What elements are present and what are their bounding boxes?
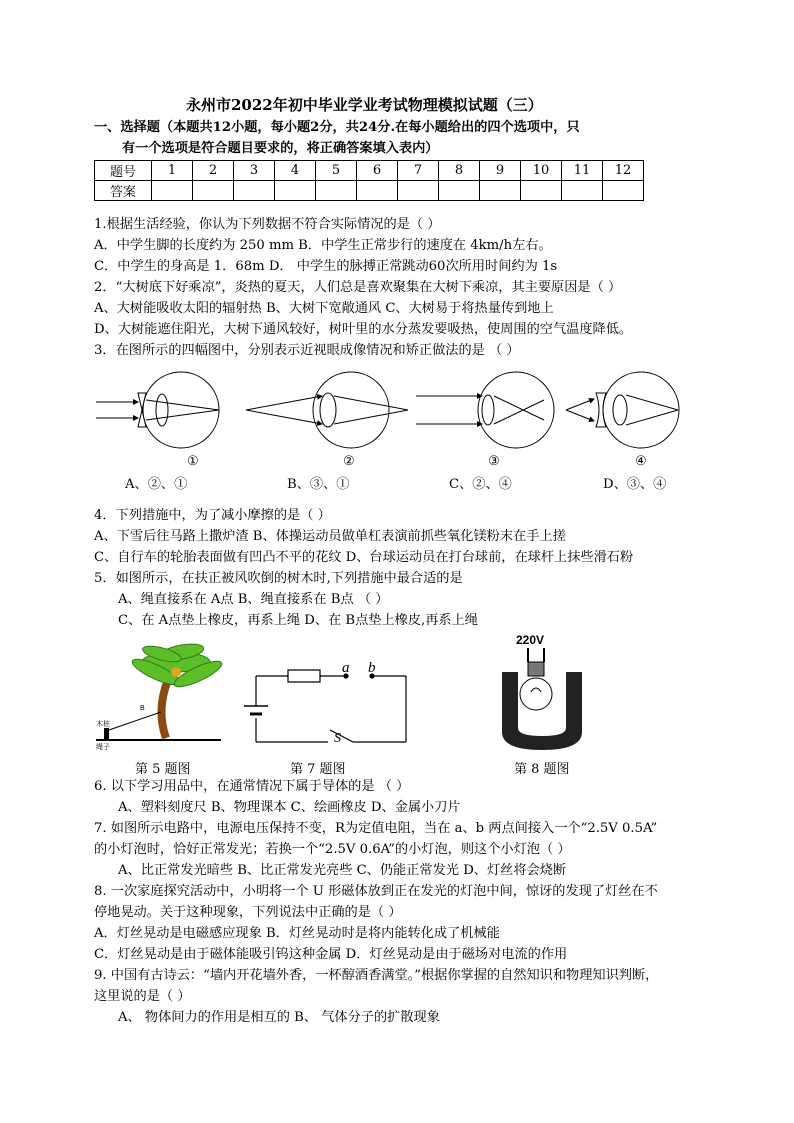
- eye-diagram-1: [96, 372, 219, 448]
- answer-cell[interactable]: [521, 181, 562, 201]
- answer-cell[interactable]: [357, 181, 398, 201]
- q4-options-ab: A、下雪后往马路上撒炉渣 B、体操运动员做单杠表演前抓些氧化镁粉末在手上搓: [94, 529, 566, 544]
- q6-stem: 6. 以下学习用品中，在通常情况下属于导体的是 （ ）: [94, 779, 410, 794]
- question-number: 6: [357, 161, 398, 181]
- q1-options-ab: A．中学生脚的长度约为 250 mm B．中学生正常步行的速度在 4km/h左右。: [94, 238, 552, 253]
- q5-options-cd: C、在 A点垫上橡皮，再系上绳 D、在 B点垫上橡皮,再系上绳: [118, 613, 478, 628]
- answer-cell[interactable]: [398, 181, 439, 201]
- answer-cell[interactable]: [193, 181, 234, 201]
- q4-stem: 4．下列措施中，为了减小摩擦的是（ ）: [94, 508, 331, 523]
- answer-cell[interactable]: [480, 181, 521, 201]
- q5-options-ab: A、绳直接系在 A点 B、绳直接系在 B点 （ ）: [118, 592, 389, 607]
- q3-stem: 3．在图所示的四幅图中，分别表示近视眼成像情况和矫正做法的是 （ ）: [94, 343, 520, 358]
- fig5-label-b: B: [140, 705, 145, 712]
- figure-7-circuit: [238, 658, 413, 750]
- answer-cell[interactable]: [234, 181, 275, 201]
- q3-option-c: C、②、④: [449, 477, 512, 492]
- q8-stem: 8. 一次家庭探究活动中，小明将一个 U 形磁体放到正在发光的灯泡中间，惊讶的发现了灯丝在不: [94, 884, 658, 899]
- answer-cell[interactable]: [439, 181, 480, 201]
- answer-cell[interactable]: [562, 181, 603, 201]
- question-number: 5: [316, 161, 357, 181]
- fig5-label-stake: 木桩: [96, 721, 110, 728]
- q9-stem-cont: 这里说的是（ ）: [94, 989, 191, 1004]
- figure-8-bulb-magnet: [498, 632, 588, 754]
- q2-stem: 2．“大树底下好乘凉”，炎热的夏天，人们总是喜欢聚集在大树下乘凉，其主要原因是（ ）: [94, 280, 622, 295]
- q8-options-cd: C．灯丝晃动是由于磁体能吸引钨这种金属 D．灯丝晃动是由于磁场对电流的作用: [94, 947, 568, 962]
- figure-8-caption: 第 8 题图: [514, 762, 570, 777]
- question-number: 11: [562, 161, 603, 181]
- answer-table: [94, 160, 644, 201]
- q6-options: A、塑料刻度尺 B、物理课本 C、绘画橡皮 D、金属小刀片: [118, 800, 461, 815]
- eye-diagram-2: [246, 372, 408, 448]
- page-title: 永州市2022年初中毕业学业考试物理模拟试题（三）: [186, 96, 543, 114]
- question-number: 4: [275, 161, 316, 181]
- eye-diagram-3: [416, 372, 554, 448]
- fig7-label-a: a: [342, 660, 350, 676]
- q5-stem: 5．如图所示，在扶正被风吹倒的树木时,下列措施中最合适的是: [94, 571, 463, 586]
- q3-option-d: D、③、④: [603, 477, 667, 492]
- question-number: 10: [521, 161, 562, 181]
- q7-options: A、比正常发光暗些 B、比正常发光亮些 C、仍能正常发光 D、灯丝将会烧断: [118, 863, 567, 878]
- q1-stem: 1.根据生活经验，你认为下列数据不符合实际情况的是（ ）: [94, 217, 441, 232]
- answer-cell[interactable]: [275, 181, 316, 201]
- figure-label-4: ④: [635, 454, 647, 469]
- q3-option-b: B、③、①: [287, 477, 350, 492]
- question-number: 3: [234, 161, 275, 181]
- q9-stem: 9. 中国有古诗云：“墙内开花墙外香，一杯醇酒香满堂。”根据你掌握的自然知识和物理知识判断，: [94, 968, 659, 983]
- q8-options-ab: A．灯丝晃动是电磁感应现象 B．灯丝晃动时是将内能转化成了机械能: [94, 926, 500, 941]
- question-number: 7: [398, 161, 439, 181]
- eye-diagrams: [96, 365, 696, 455]
- section-heading-line2: 有一个选项是符合题目要求的，将正确答案填入表内）: [122, 141, 439, 156]
- question-number: 8: [439, 161, 480, 181]
- answer-cell[interactable]: [316, 181, 357, 201]
- fig7-label-s: S: [334, 731, 341, 746]
- q7-stem: 7. 如图所示电路中，电源电压保持不变，R为定值电阻，当在 a、b 两点间接入一个“2.5V 0.5A”: [94, 821, 658, 836]
- answer-cell[interactable]: [603, 181, 644, 201]
- figure-label-3: ③: [488, 454, 500, 469]
- figure-5-caption: 第 5 题图: [135, 762, 191, 777]
- table-answer-label: 答案: [95, 181, 152, 201]
- q4-options-cd: C、自行车的轮胎表面做有凹凸不平的花纹 D、台球运动员在打台球前，在球杆上抹些滑石粉: [94, 550, 634, 565]
- fig8-voltage-label: 220V: [516, 633, 545, 647]
- q8-stem-cont: 停地晃动。关于这种现象，下列说法中正确的是（ ）: [94, 905, 402, 920]
- q7-stem-cont: 的小灯泡时，恰好正常发光；若换一个“2.5V 0.6A”的小灯泡，则这个小灯泡（ ）: [94, 842, 571, 857]
- figure-5-palm-tree: [96, 640, 226, 750]
- question-number: 1: [152, 161, 193, 181]
- q2-options-abc: A、大树能吸收太阳的辐射热 B、大树下宽敞通风 C、大树易于将热量传到地上: [94, 301, 554, 316]
- q1-options-cd: C．中学生的身高是 1．68m D． 中学生的脉搏正常跳动60次所用时间约为 1s: [94, 259, 558, 274]
- question-number: 9: [480, 161, 521, 181]
- answer-cell[interactable]: [152, 181, 193, 201]
- table-header-label: 题号: [95, 161, 152, 181]
- question-number: 2: [193, 161, 234, 181]
- figure-label-2: ②: [343, 454, 355, 469]
- question-number: 12: [603, 161, 644, 181]
- section-heading-line1: 一、选择题（本题共12小题，每小题2分，共24分.在每小题给出的四个选项中，只: [94, 120, 580, 135]
- figure-7-caption: 第 7 题图: [290, 762, 346, 777]
- fig7-label-b: b: [368, 660, 376, 676]
- fig5-label-rope: 绳子: [96, 744, 110, 750]
- q3-option-a: A、②、①: [125, 477, 188, 492]
- figure-label-1: ①: [187, 454, 199, 469]
- q9-options: A、 物体间力的作用是相互的 B、 气体分子的扩散现象: [118, 1010, 440, 1025]
- q2-option-d: D、大树能遮住阳光，大树下通风较好，树叶里的水分蒸发要吸热，使周围的空气温度降低。: [94, 322, 633, 337]
- eye-diagram-4: [566, 372, 679, 448]
